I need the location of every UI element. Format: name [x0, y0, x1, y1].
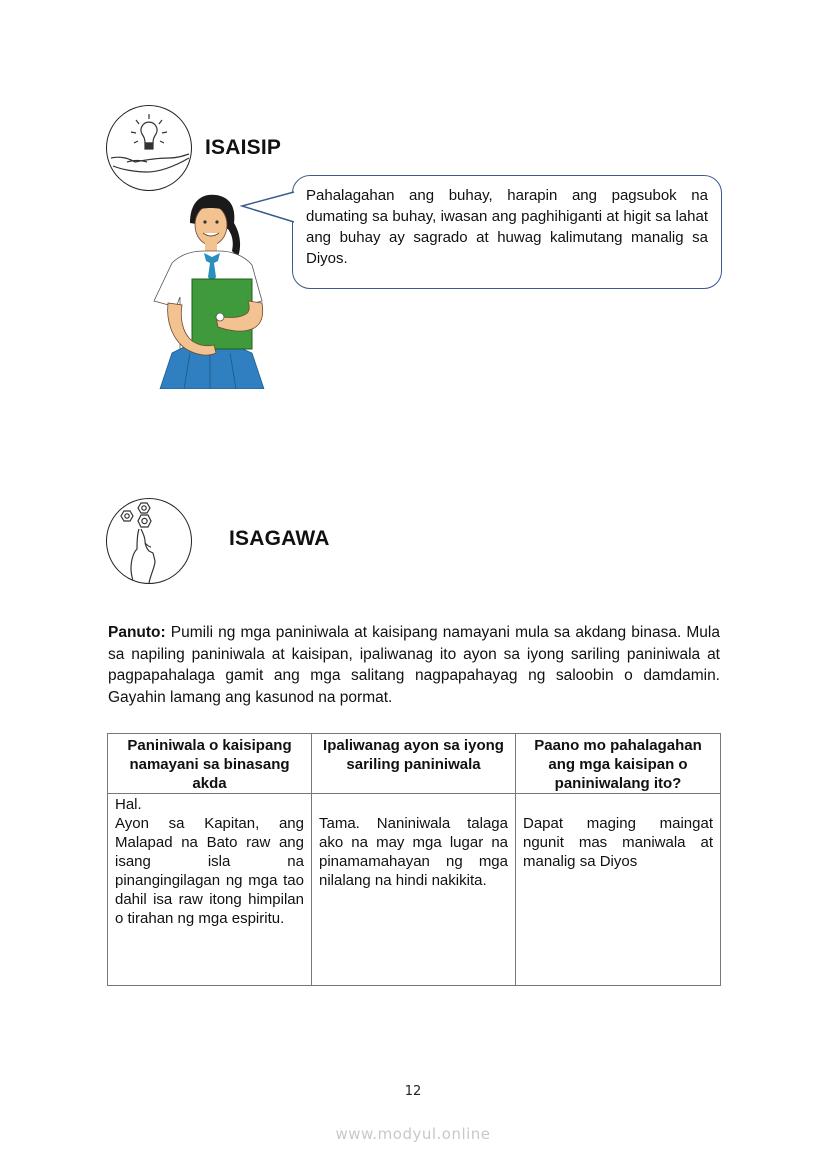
belief-text: Ayon sa Kapitan, ang Malapad na Bato raw ang isang isla na pinangingilagan ng mga tao dahil isa raw itong himpilan o tirahan ng mga espiritu.: [115, 815, 304, 927]
example-label: Hal.: [115, 796, 142, 813]
page-number: 12: [404, 1084, 422, 1099]
cell-explain: Tama. Naniniwala talaga ako na may mga lugar na pinamamahayan ng mga nilalang na hindi nakikita.: [312, 794, 516, 986]
header-explain: Ipaliwanag ayon sa iyong sariling paniniwala: [312, 734, 516, 794]
section-title-isagawa: ISAGAWA: [229, 527, 330, 550]
cell-belief: [108, 794, 312, 986]
instructions: [108, 622, 720, 708]
worksheet-table: [107, 733, 721, 986]
cell-value: Dapat maging maingat ngunit mas maniwala at manalig sa Diyos: [516, 794, 721, 986]
header-belief: Paniniwala o kaisipang namayani sa binasang akda: [108, 734, 312, 794]
section-title-isaisip: ISAISIP: [205, 136, 282, 159]
instructions-label: Panuto:: [108, 624, 166, 641]
header-value: Paano mo pahalagahan ang mga kaisipan o paniniwalang ito?: [516, 734, 721, 794]
speech-bubble-tail: [240, 190, 296, 226]
hand-with-nuts-icon: [106, 498, 192, 584]
lightbulb-in-hand-icon: [106, 105, 192, 191]
watermark: www.modyul.online: [335, 1125, 491, 1143]
table-row: [108, 794, 721, 986]
speech-bubble-text: Pahalagahan ang buhay, harapin ang pagsubok na dumating sa buhay, iwasan ang paghihiganti at higit sa lahat ang buhay ay sagrado at huwag kalimutang manalig sa Diyos.: [306, 187, 708, 267]
instructions-text: Pumili ng mga paniniwala at kaisipang namayani mula sa akdang binasa. Mula sa napiling paniniwala at kaisipan, ipaliwanag ito ayon sa iyong sariling paniniwala at pagpapahalaga gamit ang mga salitang nagpapahayag ng saloobin o damdamin. Gayahin lamang ang kasunod na pormat.: [108, 624, 720, 706]
table-header-row: [108, 734, 721, 794]
